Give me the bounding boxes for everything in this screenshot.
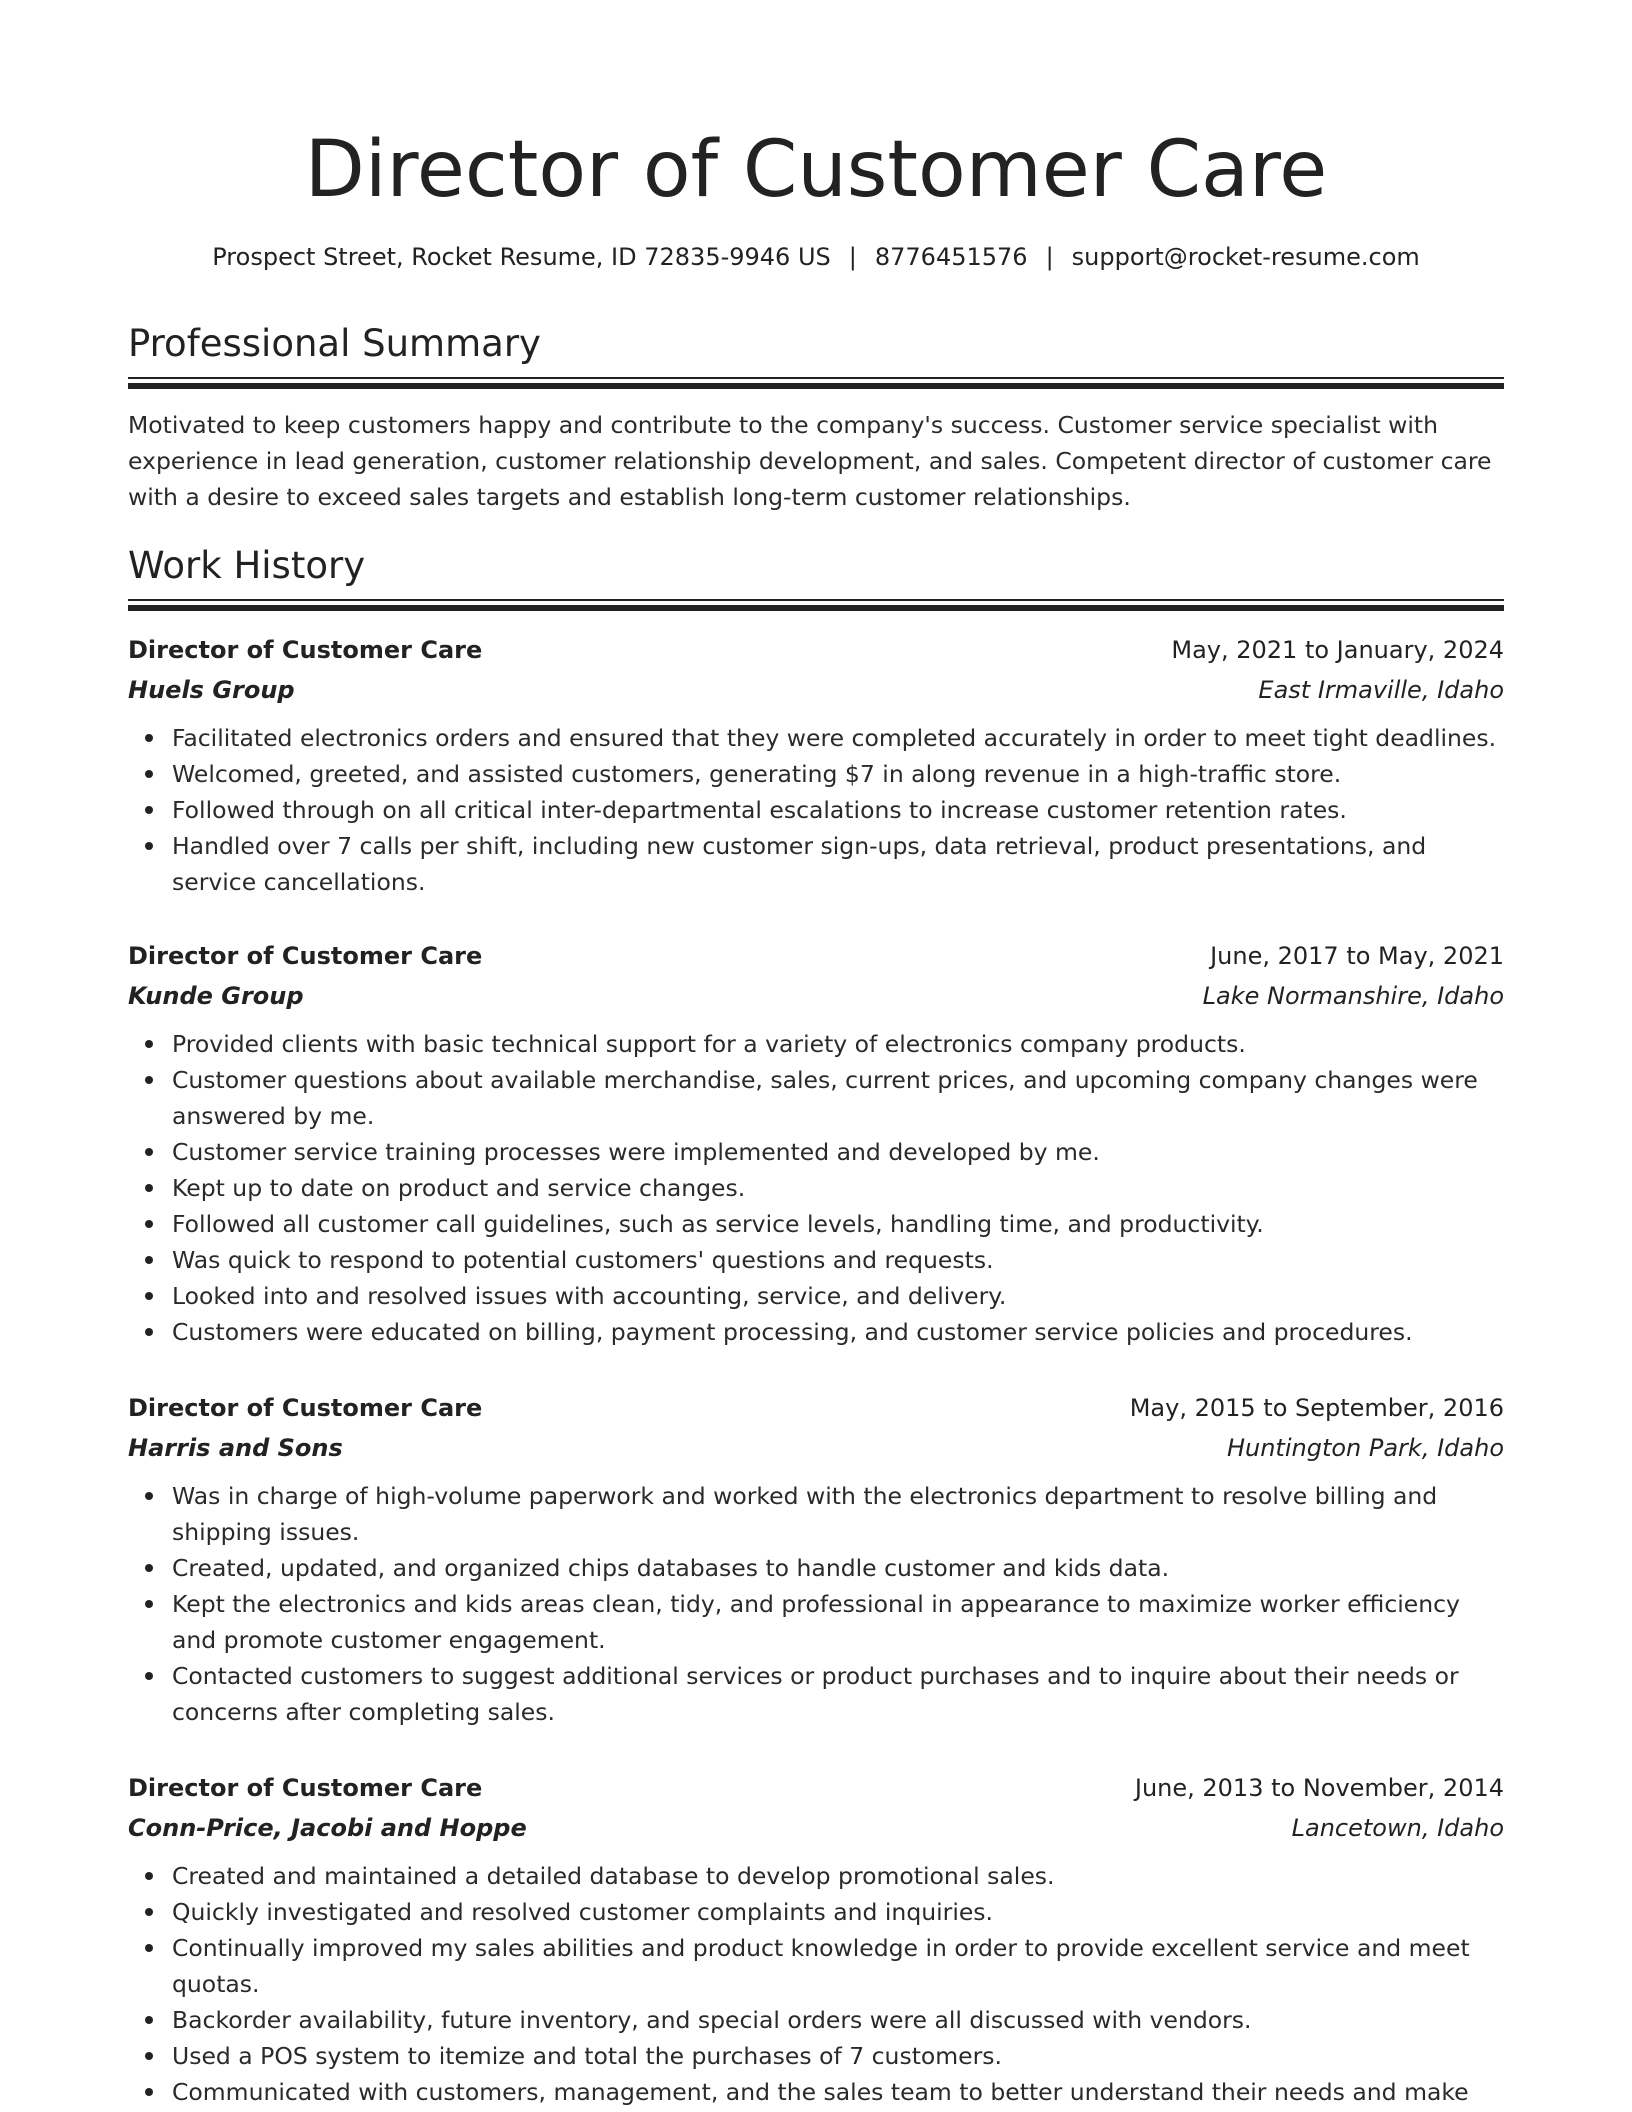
job-dates: May, 2015 to September, 2016 <box>1129 1394 1504 1422</box>
contact-address: Prospect Street, Rocket Resume, ID 72835-9946 US <box>212 243 831 271</box>
bullet-item: Communicated with customers, management, and the sales team to better understand their needs and make <box>172 2074 1504 2110</box>
job-entry <box>128 630 1504 900</box>
job-location: Huntington Park, Idaho <box>1226 1434 1504 1462</box>
contact-email: support@rocket-resume.com <box>1071 243 1420 271</box>
bullet-item: Kept the electronics and kids areas clean, tidy, and professional in appearance to maximize worker efficiency and promote customer engagement. <box>172 1586 1504 1658</box>
job-company: Conn-Price, Jacobi and Hoppe <box>128 1814 527 1842</box>
bullet-item: Backorder availability, future inventory, and special orders were all discussed with vendors. <box>172 2002 1504 2038</box>
summary-divider <box>128 377 1504 388</box>
job-entry <box>128 936 1504 1350</box>
bullet-item: Quickly investigated and resolved customer complaints and inquiries. <box>172 1894 1504 1930</box>
work-history-heading: Work History <box>128 544 366 587</box>
job-location: Lake Normanshire, Idaho <box>1202 982 1504 1010</box>
job-bullets <box>128 1858 1504 2110</box>
bullet-item: Facilitated electronics orders and ensured that they were completed accurately in order to meet tight deadlines. <box>172 720 1504 756</box>
job-title: Director of Customer Care <box>128 636 483 664</box>
bullet-item: Used a POS system to itemize and total the purchases of 7 customers. <box>172 2038 1504 2074</box>
bullet-item: Handled over 7 calls per shift, including new customer sign-ups, data retrieval, product presentations, and service cancellations. <box>172 828 1504 900</box>
bullet-item: Created and maintained a detailed database to develop promotional sales. <box>172 1858 1504 1894</box>
contact-line <box>128 237 1504 277</box>
resume-title: Director of Customer Care <box>304 125 1328 215</box>
bullet-item: Continually improved my sales abilities and product knowledge in order to provide excellent service and meet quotas. <box>172 1930 1504 2002</box>
bullet-item: Followed all customer call guidelines, such as service levels, handling time, and productivity. <box>172 1206 1504 1242</box>
bullet-item: Followed through on all critical inter-departmental escalations to increase customer retention rates. <box>172 792 1504 828</box>
job-title: Director of Customer Care <box>128 942 483 970</box>
job-dates: June, 2013 to November, 2014 <box>1134 1774 1504 1802</box>
job-bullets <box>128 1026 1504 1350</box>
bullet-item: Customer questions about available merchandise, sales, current prices, and upcoming company changes were answered by me. <box>172 1062 1504 1134</box>
job-entry <box>128 1768 1504 2110</box>
job-title: Director of Customer Care <box>128 1394 483 1422</box>
bullet-item: Was quick to respond to potential customers' questions and requests. <box>172 1242 1504 1278</box>
bullet-item: Welcomed, greeted, and assisted customers, generating $7 in along revenue in a high-traffic store. <box>172 756 1504 792</box>
job-company: Huels Group <box>128 676 295 704</box>
job-location: Lancetown, Idaho <box>1291 1814 1504 1842</box>
contact-separator: | <box>848 243 857 271</box>
job-company: Harris and Sons <box>128 1434 343 1462</box>
job-bullets <box>128 720 1504 900</box>
bullet-item: Created, updated, and organized chips databases to handle customer and kids data. <box>172 1550 1504 1586</box>
bullet-item: Was in charge of high-volume paperwork and worked with the electronics department to resolve billing and shipping issues. <box>172 1478 1504 1550</box>
job-location: East Irmaville, Idaho <box>1258 676 1504 704</box>
job-dates: June, 2017 to May, 2021 <box>1210 942 1504 970</box>
bullet-item: Provided clients with basic technical support for a variety of electronics company products. <box>172 1026 1504 1062</box>
summary-heading: Professional Summary <box>128 322 541 365</box>
contact-separator: | <box>1045 243 1054 271</box>
contact-phone: 8776451576 <box>874 243 1028 271</box>
work-history-divider <box>128 599 1504 610</box>
bullet-item: Customers were educated on billing, payment processing, and customer service policies and procedures. <box>172 1314 1504 1350</box>
job-title: Director of Customer Care <box>128 1774 483 1802</box>
job-bullets <box>128 1478 1504 1730</box>
job-dates: May, 2021 to January, 2024 <box>1171 636 1504 664</box>
bullet-item: Contacted customers to suggest additional services or product purchases and to inquire about their needs or concerns after completing sales. <box>172 1658 1504 1730</box>
summary-text: Motivated to keep customers happy and contribute to the company's success. Customer service specialist with experience in lead generation, customer relationship development, and sales. Competent director of customer care with a desire to exceed sales targets and establish long-term customer relationships. <box>128 411 1492 511</box>
bullet-item: Customer service training processes were implemented and developed by me. <box>172 1134 1504 1170</box>
job-entry <box>128 1388 1504 1730</box>
job-company: Kunde Group <box>128 982 304 1010</box>
bullet-item: Kept up to date on product and service changes. <box>172 1170 1504 1206</box>
bullet-item: Looked into and resolved issues with accounting, service, and delivery. <box>172 1278 1504 1314</box>
